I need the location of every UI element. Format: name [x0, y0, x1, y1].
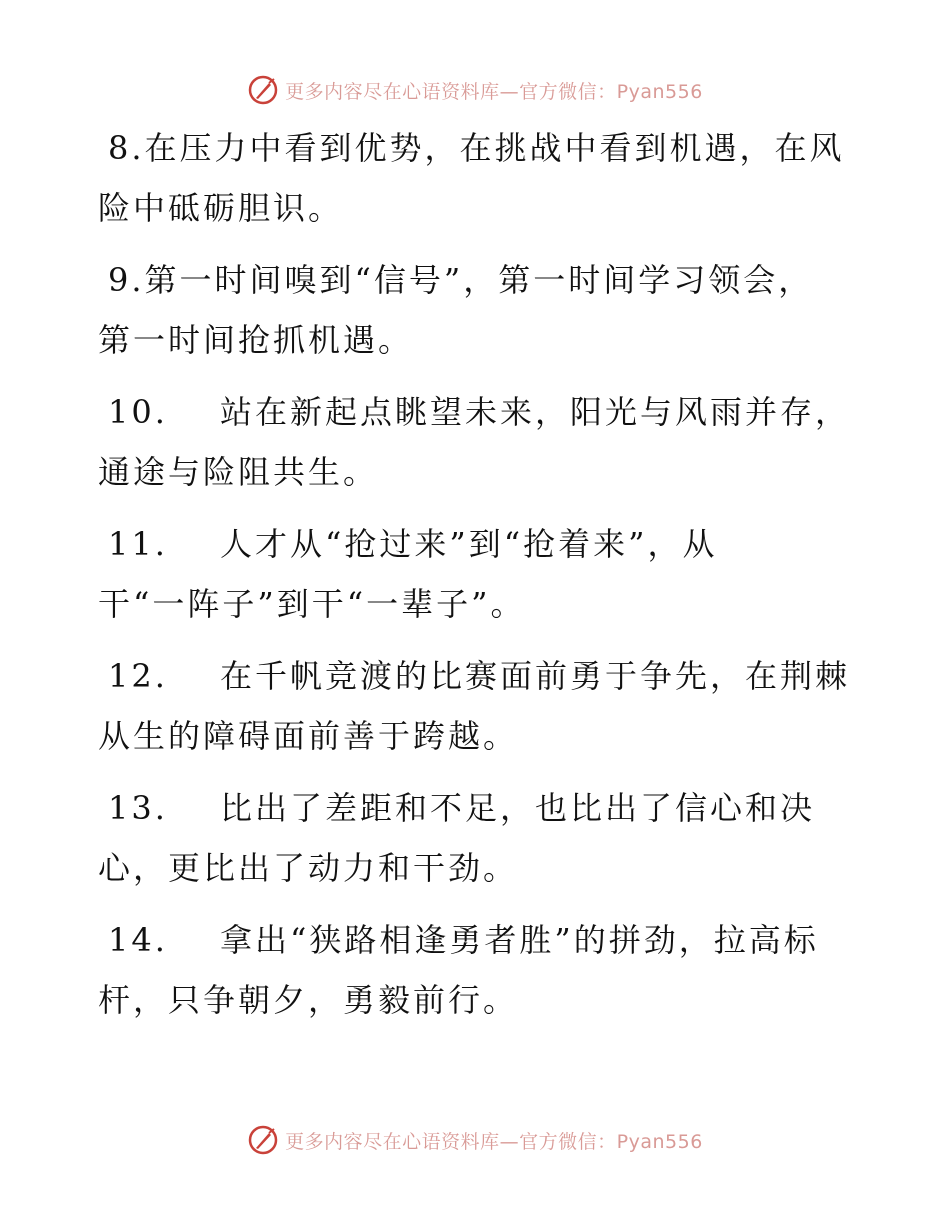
- list-item: [98, 118, 858, 238]
- list-item: [98, 646, 858, 766]
- header-watermark: [0, 70, 950, 110]
- watermark-text: 更多内容尽在心语资料库—官方微信：Pyan556: [285, 1130, 703, 1153]
- document-body: [98, 118, 858, 1030]
- item-text-line2: 险中砥砺胆识。: [98, 189, 344, 227]
- item-text-line2: 心，更比出了动力和干劲。: [98, 849, 519, 887]
- item-text-line2: 第一时间抢抓机遇。: [98, 321, 414, 359]
- list-item: [98, 910, 858, 1030]
- footer-watermark: [0, 1120, 950, 1160]
- list-item: [98, 778, 858, 898]
- item-text-line1: 比出了差距和不足，也比出了信心和决: [220, 789, 816, 827]
- item-text-line2: 干“一阵子”到干“一辈子”。: [98, 585, 526, 623]
- item-number: 11.: [108, 525, 168, 563]
- item-text-line2: 通途与险阻共生。: [98, 453, 379, 491]
- item-number: 13.: [108, 789, 168, 827]
- list-item: [98, 514, 858, 634]
- item-number: 8.: [108, 129, 145, 167]
- item-text-line1: 人才从“抢过来”到“抢着来”，从: [220, 525, 718, 563]
- quill-logo-icon: [247, 1124, 279, 1156]
- item-number: 12.: [108, 657, 168, 695]
- item-number: 14.: [108, 921, 168, 959]
- item-text-line2: 从生的障碍面前善于跨越。: [98, 717, 519, 755]
- item-number: 9.: [108, 261, 145, 299]
- item-text-line1: 第一时间嗅到“信号”，第一时间学习领会，: [144, 261, 814, 299]
- watermark-text: 更多内容尽在心语资料库—官方微信：Pyan556: [285, 80, 703, 103]
- list-item: [98, 382, 858, 502]
- item-text-line1: 站在新起点眺望未来，阳光与风雨并存，: [220, 393, 851, 431]
- quill-logo-icon: [247, 74, 279, 106]
- item-number: 10.: [108, 393, 168, 431]
- item-text-line1: 在千帆竞渡的比赛面前勇于争先，在荆棘: [220, 657, 851, 695]
- item-text-line1: 拿出“狭路相逢勇者胜”的拼劲，拉高标: [220, 921, 819, 959]
- list-item: [98, 250, 858, 370]
- item-text-line1: 在压力中看到优势，在挑战中看到机遇，在风: [144, 129, 845, 167]
- item-text-line2: 杆，只争朝夕，勇毅前行。: [98, 981, 519, 1019]
